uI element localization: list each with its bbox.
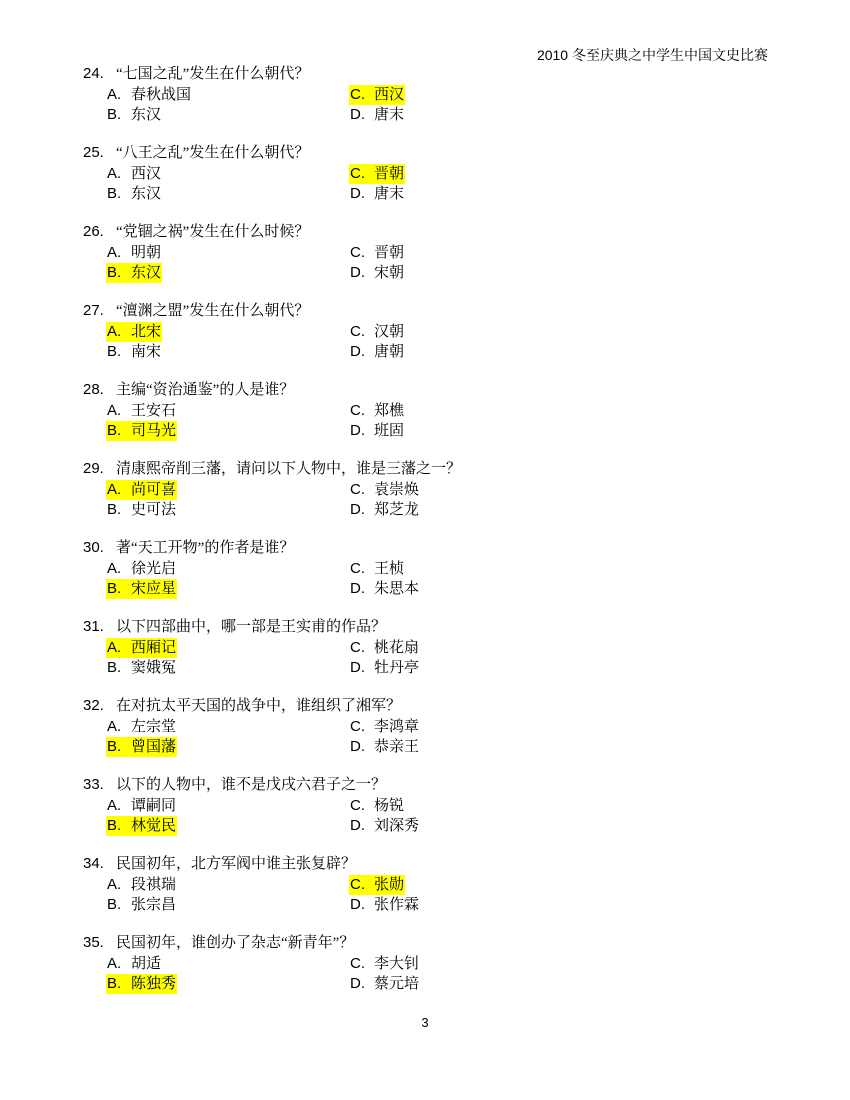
- option-content: [349, 421, 405, 441]
- highlighted-answer: [106, 263, 162, 283]
- question-line: [83, 854, 783, 875]
- option-b: [107, 184, 350, 205]
- option-label: C.: [350, 164, 365, 182]
- option-content: [106, 895, 177, 915]
- option-label: A.: [107, 243, 122, 261]
- option-c: [350, 875, 570, 896]
- option-d: [350, 895, 570, 916]
- option-text: 左宗堂: [131, 718, 177, 735]
- option-content: [349, 816, 420, 836]
- highlighted-answer: [106, 421, 177, 441]
- option-label: D.: [350, 738, 365, 755]
- option-label: B.: [107, 659, 122, 676]
- option-content: [106, 184, 162, 204]
- question-number: 30.: [83, 539, 104, 556]
- option-c: [350, 243, 570, 264]
- option-a: [107, 164, 350, 185]
- option-content: [106, 401, 177, 421]
- option-label: B.: [107, 975, 122, 992]
- question-item: [83, 933, 783, 995]
- option-content: [349, 895, 420, 915]
- option-label: A.: [107, 638, 122, 656]
- question-item: [83, 301, 783, 363]
- question-item: [83, 538, 783, 600]
- option-content: [106, 243, 162, 263]
- question-text: “澶渊之盟”发生在什么朝代？: [116, 303, 310, 319]
- option-text: 晋朝: [374, 244, 405, 261]
- option-text: 宋应星: [131, 581, 177, 597]
- option-text: 东汉: [131, 265, 162, 281]
- highlighted-answer: [106, 737, 177, 757]
- option-label: D.: [350, 817, 365, 834]
- option-list: [107, 401, 783, 442]
- option-label: D.: [350, 422, 365, 439]
- option-text: 春秋战国: [131, 86, 192, 103]
- option-b: [107, 737, 350, 758]
- option-label: B.: [107, 343, 122, 360]
- option-text: 东汉: [131, 107, 162, 123]
- option-label: C.: [350, 243, 365, 261]
- option-d: [350, 579, 570, 600]
- option-text: 西汉: [374, 86, 405, 103]
- option-label: D.: [350, 580, 365, 597]
- option-content: [349, 322, 405, 342]
- question-line: [83, 301, 783, 322]
- option-label: D.: [350, 896, 365, 913]
- option-text: 蔡元培: [374, 976, 420, 992]
- question-text: 主编“资治通鉴”的人是谁？: [116, 382, 295, 398]
- option-label: D.: [350, 659, 365, 676]
- option-content: [349, 401, 405, 421]
- option-text: 汉朝: [374, 323, 405, 340]
- option-content: [106, 85, 192, 105]
- option-text: 北宋: [131, 323, 162, 340]
- question-text: “八王之乱”发生在什么朝代？: [116, 145, 310, 161]
- question-text: 著“天工开物”的作者是谁？: [116, 540, 295, 556]
- option-content: [349, 342, 405, 362]
- option-list: [107, 322, 783, 363]
- option-text: 林觉民: [131, 818, 177, 834]
- option-list: [107, 875, 783, 916]
- option-c: [350, 796, 570, 817]
- question-item: [83, 854, 783, 916]
- question-item: [83, 380, 783, 442]
- option-content: [106, 954, 162, 974]
- option-label: C.: [350, 717, 365, 735]
- page-number: 3: [421, 1015, 429, 1030]
- option-text: 史可法: [131, 502, 177, 518]
- option-b: [107, 974, 350, 995]
- option-label: C.: [350, 638, 365, 656]
- option-content: [349, 559, 405, 579]
- option-label: A.: [107, 322, 122, 340]
- option-text: 司马光: [131, 423, 177, 439]
- option-label: C.: [350, 401, 365, 419]
- option-label: B.: [107, 185, 122, 202]
- question-line: [83, 696, 783, 717]
- option-a: [107, 243, 350, 264]
- question-text: “七国之乱”发生在什么朝代？: [116, 66, 310, 82]
- option-b: [107, 895, 350, 916]
- option-list: [107, 164, 783, 205]
- option-content: [106, 875, 177, 895]
- question-line: [83, 222, 783, 243]
- question-number: 26.: [83, 223, 104, 240]
- option-list: [107, 796, 783, 837]
- question-text: 以下的人物中，谁不是戊戌六君子之一？: [116, 777, 387, 793]
- option-label: B.: [107, 264, 122, 281]
- option-content: [106, 105, 162, 125]
- option-label: B.: [107, 896, 122, 913]
- question-text: 清康熙帝削三藩，请问以下人物中，谁是三藩之一？: [116, 461, 462, 477]
- option-d: [350, 105, 570, 126]
- option-text: 徐光启: [131, 560, 177, 577]
- option-a: [107, 401, 350, 422]
- option-list: [107, 559, 783, 600]
- option-text: 段祺瑞: [131, 876, 177, 893]
- question-number: 27.: [83, 302, 104, 319]
- question-item: [83, 617, 783, 679]
- option-c: [350, 322, 570, 343]
- option-text: 西厢记: [131, 639, 177, 656]
- option-d: [350, 342, 570, 363]
- option-a: [107, 85, 350, 106]
- option-b: [107, 579, 350, 600]
- question-line: [83, 380, 783, 401]
- option-text: 刘深秀: [374, 818, 420, 834]
- question-number: 29.: [83, 460, 104, 477]
- option-content: [349, 717, 420, 737]
- option-d: [350, 184, 570, 205]
- question-item: [83, 143, 783, 205]
- option-label: C.: [350, 480, 365, 498]
- option-content: [106, 500, 177, 520]
- option-text: 谭嗣同: [131, 797, 177, 814]
- option-text: 晋朝: [374, 165, 405, 182]
- option-list: [107, 717, 783, 758]
- option-label: C.: [350, 875, 365, 893]
- option-label: B.: [107, 501, 122, 518]
- question-number: 34.: [83, 855, 104, 872]
- option-list: [107, 85, 783, 126]
- option-label: A.: [107, 954, 122, 972]
- option-text: 尚可喜: [131, 481, 177, 498]
- question-number: 28.: [83, 381, 104, 398]
- question-text: “党锢之祸”发生在什么时候？: [116, 224, 310, 240]
- option-label: D.: [350, 106, 365, 123]
- highlighted-answer: [106, 480, 177, 500]
- highlighted-answer: [349, 164, 405, 184]
- option-b: [107, 105, 350, 126]
- option-text: 张勋: [374, 876, 405, 893]
- question-number: 33.: [83, 776, 104, 793]
- option-c: [350, 954, 570, 975]
- question-item: [83, 696, 783, 758]
- option-c: [350, 164, 570, 185]
- option-text: 杨锐: [374, 797, 405, 814]
- option-list: [107, 243, 783, 284]
- option-text: 桃花扇: [374, 639, 420, 656]
- question-item: [83, 64, 783, 126]
- option-c: [350, 638, 570, 659]
- question-line: [83, 459, 783, 480]
- option-a: [107, 638, 350, 659]
- option-text: 西汉: [131, 165, 162, 182]
- option-text: 唐朝: [374, 344, 405, 360]
- option-content: [349, 579, 420, 599]
- option-content: [349, 737, 420, 757]
- option-c: [350, 480, 570, 501]
- option-text: 唐末: [374, 107, 405, 123]
- question-number: 24.: [83, 65, 104, 82]
- option-content: [106, 342, 162, 362]
- question-text: 民国初年，北方军阀中谁主张复辟？: [116, 856, 357, 872]
- option-c: [350, 559, 570, 580]
- option-content: [106, 717, 177, 737]
- option-label: A.: [107, 717, 122, 735]
- option-label: A.: [107, 85, 122, 103]
- option-label: A.: [107, 875, 122, 893]
- option-list: [107, 638, 783, 679]
- question-item: [83, 459, 783, 521]
- option-content: [349, 954, 420, 974]
- option-label: B.: [107, 106, 122, 123]
- option-label: B.: [107, 817, 122, 834]
- option-text: 李鸿章: [374, 718, 420, 735]
- option-c: [350, 717, 570, 738]
- question-number: 25.: [83, 144, 104, 161]
- option-a: [107, 717, 350, 738]
- option-content: [349, 243, 405, 263]
- option-content: [349, 105, 405, 125]
- option-text: 唐末: [374, 186, 405, 202]
- option-text: 郑芝龙: [374, 502, 420, 518]
- option-text: 胡适: [131, 955, 162, 972]
- option-b: [107, 658, 350, 679]
- option-content: [106, 658, 177, 678]
- option-text: 曾国藩: [131, 739, 177, 755]
- option-label: D.: [350, 264, 365, 281]
- option-text: 袁崇焕: [374, 481, 420, 498]
- option-b: [107, 263, 350, 284]
- option-text: 张作霖: [374, 897, 420, 913]
- option-label: C.: [350, 559, 365, 577]
- option-text: 宋朝: [374, 265, 405, 281]
- option-b: [107, 342, 350, 363]
- highlighted-answer: [106, 974, 177, 994]
- option-content: [106, 796, 177, 816]
- option-text: 班固: [374, 423, 405, 439]
- option-d: [350, 658, 570, 679]
- option-b: [107, 816, 350, 837]
- option-text: 朱思本: [374, 581, 420, 597]
- option-label: A.: [107, 796, 122, 814]
- option-text: 南宋: [131, 344, 162, 360]
- question-line: [83, 617, 783, 638]
- option-text: 窦娥冤: [131, 660, 177, 676]
- highlighted-answer: [349, 875, 405, 895]
- highlighted-answer: [106, 322, 162, 342]
- option-label: C.: [350, 796, 365, 814]
- option-content: [349, 500, 420, 520]
- highlighted-answer: [106, 638, 177, 658]
- question-list: [83, 64, 783, 1012]
- option-d: [350, 263, 570, 284]
- option-label: A.: [107, 164, 122, 182]
- option-b: [107, 421, 350, 442]
- option-a: [107, 954, 350, 975]
- option-label: B.: [107, 422, 122, 439]
- option-content: [349, 480, 420, 500]
- highlighted-answer: [106, 579, 177, 599]
- option-label: C.: [350, 322, 365, 340]
- highlighted-answer: [106, 816, 177, 836]
- option-text: 东汉: [131, 186, 162, 202]
- question-number: 31.: [83, 618, 104, 635]
- option-text: 陈独秀: [131, 976, 177, 992]
- question-item: [83, 775, 783, 837]
- question-line: [83, 775, 783, 796]
- question-text: 以下四部曲中，哪一部是王实甫的作品？: [116, 619, 387, 635]
- option-text: 郑樵: [374, 402, 405, 419]
- option-content: [349, 263, 405, 283]
- option-text: 牡丹亭: [374, 660, 420, 676]
- option-text: 明朝: [131, 244, 162, 261]
- option-label: D.: [350, 343, 365, 360]
- option-d: [350, 421, 570, 442]
- question-number: 32.: [83, 697, 104, 714]
- option-label: D.: [350, 975, 365, 992]
- question-line: [83, 143, 783, 164]
- option-content: [106, 559, 177, 579]
- option-d: [350, 500, 570, 521]
- question-number: 35.: [83, 934, 104, 951]
- option-c: [350, 401, 570, 422]
- option-list: [107, 954, 783, 995]
- option-label: C.: [350, 85, 365, 103]
- option-c: [350, 85, 570, 106]
- option-content: [349, 638, 420, 658]
- question-text: 民国初年，谁创办了杂志“新青年”？: [116, 935, 355, 951]
- option-a: [107, 796, 350, 817]
- option-a: [107, 322, 350, 343]
- option-label: D.: [350, 185, 365, 202]
- option-b: [107, 500, 350, 521]
- option-label: A.: [107, 401, 122, 419]
- option-text: 张宗昌: [131, 897, 177, 913]
- page-header-title: 2010 冬至庆典之中学生中国文史比赛: [536, 47, 768, 63]
- option-label: C.: [350, 954, 365, 972]
- option-a: [107, 480, 350, 501]
- option-label: B.: [107, 738, 122, 755]
- question-line: [83, 538, 783, 559]
- option-a: [107, 875, 350, 896]
- option-content: [349, 184, 405, 204]
- option-d: [350, 737, 570, 758]
- option-list: [107, 480, 783, 521]
- option-d: [350, 816, 570, 837]
- option-a: [107, 559, 350, 580]
- option-label: A.: [107, 559, 122, 577]
- question-item: [83, 222, 783, 284]
- question-line: [83, 64, 783, 85]
- option-label: A.: [107, 480, 122, 498]
- question-line: [83, 933, 783, 954]
- option-label: B.: [107, 580, 122, 597]
- option-text: 王桢: [374, 560, 405, 577]
- option-label: D.: [350, 501, 365, 518]
- option-content: [349, 796, 405, 816]
- option-content: [106, 164, 162, 184]
- question-text: 在对抗太平天国的战争中，谁组织了湘军？: [116, 698, 402, 714]
- option-content: [349, 658, 420, 678]
- option-d: [350, 974, 570, 995]
- highlighted-answer: [349, 85, 405, 105]
- option-text: 李大钊: [374, 955, 420, 972]
- option-text: 王安石: [131, 402, 177, 419]
- option-text: 恭亲王: [374, 739, 420, 755]
- option-content: [349, 974, 420, 994]
